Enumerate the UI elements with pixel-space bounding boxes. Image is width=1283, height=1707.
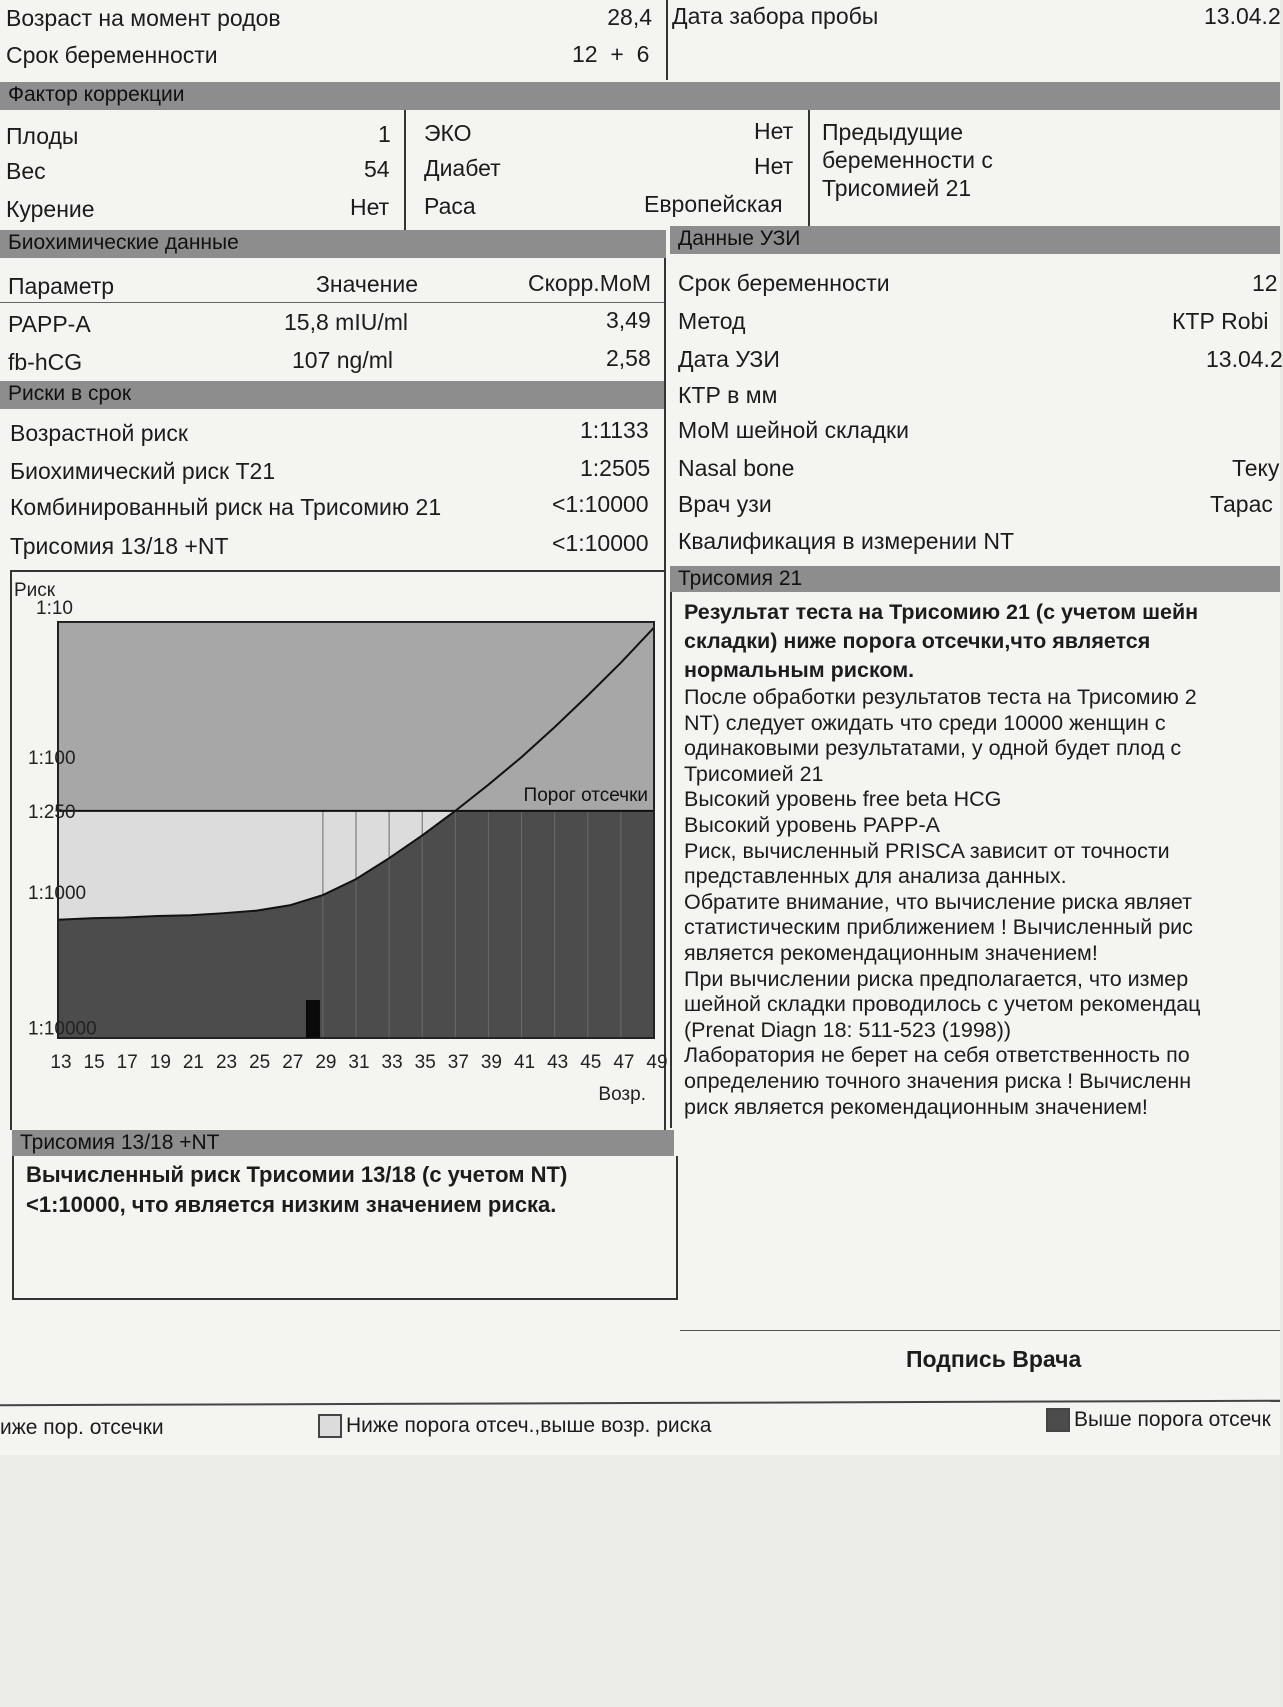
us-label: КТР в мм xyxy=(678,382,778,408)
previous-t21-label: Предыдущие xyxy=(822,119,964,145)
biochem-header: Биохимические данные xyxy=(0,230,666,258)
cutoff-label: Порог отсечки xyxy=(523,784,648,806)
term-value: 12 + 6 xyxy=(572,41,650,67)
divider xyxy=(404,110,406,230)
biochem-param: fb-hCG xyxy=(8,349,83,375)
us-label: Дата УЗИ xyxy=(678,346,780,372)
diabetes-label: Диабет xyxy=(424,155,501,181)
us-value: 13.04.2 xyxy=(1206,346,1283,372)
risk-label: Биохимический риск T21 xyxy=(10,458,276,484)
risks-header: Риски в срок xyxy=(0,381,664,409)
sample-date-label: Дата забора пробы xyxy=(672,3,879,29)
t1318-header: Трисомия 13/18 +NT xyxy=(12,1130,674,1156)
age-value: 28,4 xyxy=(607,4,652,30)
t21-line: шейной складки проводилось с учетом рекомендац xyxy=(684,992,1201,1017)
x-tick-label: 49 xyxy=(646,1052,668,1073)
us-label: Срок беременности xyxy=(678,270,890,296)
legend-swatch xyxy=(318,1414,342,1438)
x-tick-label: 23 xyxy=(215,1052,238,1073)
x-tick-label: 21 xyxy=(182,1052,205,1073)
t21-line: Обратите внимание, что вычисление риска являет xyxy=(684,889,1192,914)
risk-value: 1:1133 xyxy=(580,417,649,443)
t21-line: одинаковыми результатами, у одной будет плод с xyxy=(684,736,1182,761)
t21-line: статистическим приближением ! Вычисленный рис xyxy=(684,915,1193,940)
risk-label: Возрастной риск xyxy=(10,420,188,446)
us-label: Врач узи xyxy=(678,491,772,517)
divider xyxy=(670,592,672,1128)
t21-line: представленных для анализа данных. xyxy=(684,864,1067,889)
x-tick-label: 35 xyxy=(414,1052,436,1073)
risk-value: <1:10000 xyxy=(552,530,649,556)
ivf-label: ЭКО xyxy=(424,120,472,146)
x-tick-label: 37 xyxy=(447,1052,469,1073)
x-tick-label: 31 xyxy=(348,1052,370,1073)
biochem-param: PAPP-A xyxy=(8,311,91,337)
y-tick-label: 1:1000 xyxy=(28,883,87,905)
t1318-line: Вычисленный риск Трисомии 13/18 (с учетом NT) xyxy=(26,1162,568,1187)
legend-label: Выше порога отсечк xyxy=(1074,1408,1271,1431)
y-tick-label: 1:250 xyxy=(28,801,76,823)
previous-t21-label: беременности с xyxy=(822,147,993,173)
risk-label: Комбинированный риск на Трисомию 21 xyxy=(10,494,442,520)
biochem-mom: 3,49 xyxy=(606,307,651,333)
risk-label: Трисомия 13/18 +NT xyxy=(10,533,229,559)
divider xyxy=(0,302,664,303)
fetuses-value: 1 xyxy=(378,121,391,147)
t21-line: является рекомендационным значением! xyxy=(684,940,1098,965)
t21-line: Лаборатория не берет на себя ответственность по xyxy=(684,1043,1190,1068)
previous-t21-label: Трисомией 21 xyxy=(822,175,972,201)
t21-bold-line: Результат теста на Трисомию 21 (с учетом шейн xyxy=(684,600,1199,624)
t21-line: Высокий уровень PAPP-A xyxy=(684,812,941,837)
age-label: Возраст на момент родов xyxy=(6,5,281,31)
risk-value: <1:10000 xyxy=(552,491,649,517)
signature-line xyxy=(680,1330,1280,1331)
patient-marker xyxy=(306,1000,320,1038)
divider xyxy=(666,0,668,80)
divider xyxy=(0,1400,1280,1406)
legend-label: Ниже порога отсеч.,выше возр. риска xyxy=(346,1414,712,1437)
us-label: Метод xyxy=(678,308,746,334)
risk-value: 1:2505 xyxy=(580,455,651,481)
t21-line: При вычислении риска предполагается, что измер xyxy=(684,966,1189,991)
correction-header: Фактор коррекции xyxy=(0,82,1280,110)
x-tick-label: 19 xyxy=(149,1052,171,1073)
x-tick-label: 43 xyxy=(547,1052,569,1073)
t1318-line: <1:10000, что является низким значением риска. xyxy=(26,1192,557,1217)
us-value: 12 xyxy=(1252,270,1278,296)
x-tick-label: 15 xyxy=(83,1052,105,1073)
race-label: Раса xyxy=(424,193,476,219)
t1318-conclusion xyxy=(26,1160,666,1220)
us-label: МоМ шейной складки xyxy=(678,417,909,443)
x-tick-label: 13 xyxy=(50,1052,72,1073)
fetuses-label: Плоды xyxy=(6,123,79,149)
x-tick-label: 33 xyxy=(381,1052,403,1073)
biochem-value: 15,8 mIU/ml xyxy=(284,309,408,335)
divider xyxy=(664,258,666,570)
x-tick-label: 29 xyxy=(315,1052,337,1073)
signature-label: Подпись Врача xyxy=(906,1346,1082,1372)
t21-bold-line: складки) ниже порога отсечки,что является xyxy=(684,629,1151,653)
x-tick-label: 45 xyxy=(580,1052,602,1073)
x-tick-label: 41 xyxy=(513,1052,536,1073)
y-tick-label: 1:100 xyxy=(28,748,76,770)
x-tick-label: 39 xyxy=(480,1052,503,1073)
race-value: Европейская xyxy=(644,191,783,217)
biochem-mom: 2,58 xyxy=(606,345,651,371)
x-tick-label: 25 xyxy=(249,1052,271,1073)
col-mom: Скорр.МоМ xyxy=(528,270,652,296)
t21-conclusion xyxy=(684,598,1280,1120)
t21-line: риск является рекомендационным значением! xyxy=(684,1094,1148,1119)
legend-swatch xyxy=(1046,1408,1070,1432)
ivf-value: Нет xyxy=(754,118,794,144)
x-axis-label: Возр. xyxy=(598,1084,646,1105)
x-tick-label: 17 xyxy=(116,1052,138,1073)
us-value: КТР Robi xyxy=(1172,308,1269,334)
y-axis-label: Риск xyxy=(14,580,56,601)
weight-value: 54 xyxy=(364,156,390,182)
weight-label: Вес xyxy=(6,158,46,184)
col-value: Значение xyxy=(316,271,418,297)
legend-label: иже пор. отсечки xyxy=(0,1416,164,1439)
t21-line: определению точного значения риска ! Вычисленн xyxy=(684,1068,1192,1093)
t21-line: После обработки результатов теста на Трисомию 2 xyxy=(684,685,1197,709)
t21-line: (Prenat Diagn 18: 511-523 (1998)) xyxy=(684,1017,1012,1042)
sample-date-value: 13.04.2 xyxy=(1204,3,1281,29)
y-tick-label: 1:10000 xyxy=(28,1018,97,1040)
us-value: Тарас xyxy=(1210,491,1273,517)
smoking-value: Нет xyxy=(350,194,390,220)
ultrasound-header: Данные УЗИ xyxy=(670,226,1280,254)
biochem-value: 107 ng/ml xyxy=(292,347,394,373)
us-label: Квалификация в измерении NT xyxy=(678,528,1015,554)
us-label: Nasal bone xyxy=(678,455,795,481)
y-tick-label: 1:10 xyxy=(36,598,73,619)
col-param: Параметр xyxy=(8,273,115,299)
t21-line: NT) следует ожидать что среди 10000 женщин с xyxy=(684,710,1166,735)
x-tick-label: 27 xyxy=(282,1052,304,1073)
t21-line: Трисомией 21 xyxy=(684,761,824,786)
term-label: Срок беременности xyxy=(6,42,218,68)
divider xyxy=(808,110,810,230)
t21-header: Трисомия 21 xyxy=(670,566,1280,592)
t21-line: Высокий уровень free beta HCG xyxy=(684,787,1002,812)
smoking-label: Курение xyxy=(6,196,95,222)
risk-chart xyxy=(12,574,668,1114)
us-value: Теку xyxy=(1232,455,1280,481)
diabetes-value: Нет xyxy=(754,153,794,179)
t21-line: Риск, вычисленный PRISCA зависит от точности xyxy=(684,838,1170,863)
t21-bold-line: нормальным риском. xyxy=(684,658,915,682)
x-tick-label: 47 xyxy=(613,1052,635,1073)
blank-paper xyxy=(0,1455,1280,1707)
